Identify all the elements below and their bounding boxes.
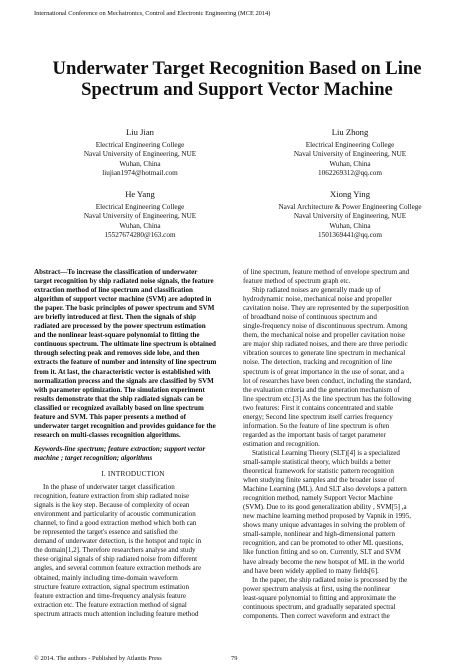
abstract-line: underwater target recognition and provides guidance for the bbox=[34, 421, 216, 430]
keywords bbox=[34, 445, 232, 463]
copyright-footer: © 2014. The authors - Published by Atlantis Press bbox=[34, 655, 162, 662]
abstract-line: extraction method of line spectrum and classification bbox=[34, 286, 193, 295]
body-line: noise. The detection, tracking and recognition of line bbox=[243, 358, 393, 367]
body-line: shows many unique advantages in solving the problem of bbox=[243, 521, 406, 530]
body-line: the domain[1,2]. Therefore researchers analyse and study bbox=[34, 546, 196, 555]
author-email: 15527674280@163.com bbox=[104, 231, 176, 240]
body-line: spectrum attracts much attention including feature method bbox=[34, 609, 199, 618]
author-name: Liu Zhong bbox=[331, 127, 369, 137]
abstract-line: radiated are processed by the power spectrum estimation bbox=[34, 322, 206, 331]
abstract-line: target recognition by ship radiated noise signals, the feature bbox=[34, 277, 214, 286]
body-line: demand of underwater detection, is the hotspot and topic in bbox=[34, 537, 202, 546]
body-line: (SVM). Due to its good generalization ability , SVM[5] ,a bbox=[243, 503, 407, 512]
author-affiliation: Naval Architecture & Power Engineering College bbox=[278, 202, 422, 211]
title-line: Underwater Target Recognition Based on Line bbox=[52, 58, 422, 79]
conference-header: International Conference on Mechatronics, Control and Electronic Engineering (MCE 2014) bbox=[34, 10, 271, 17]
author-affiliation: Naval University of Engineering, NUE bbox=[83, 212, 197, 221]
author-affiliation: Electrical Engineering College bbox=[305, 140, 395, 149]
abstract-line: Abstract—To increase the classification of underwater bbox=[34, 268, 198, 276]
body-line: lot of researches have been conduct, including the standard, bbox=[243, 376, 412, 385]
introduction-paragraph bbox=[34, 483, 232, 619]
body-line: regarded as the important basis of target parameter bbox=[243, 430, 386, 439]
abstract-line: feature and SVM. This paper presents a method of bbox=[34, 412, 186, 421]
author-block bbox=[60, 128, 220, 179]
author-location: Wuhan, China bbox=[329, 221, 371, 230]
page-number: 79 bbox=[231, 655, 238, 662]
body-line: these original signals of ship radiated noise from different bbox=[34, 555, 198, 564]
abstract-line: through selecting peak and removes side lobe, and then bbox=[34, 349, 200, 358]
author-block bbox=[254, 190, 446, 241]
body-line: theoretical framework for statistic pattern recognition bbox=[243, 467, 394, 476]
body-line: continuous spectrum, and gradually separated spectral bbox=[243, 602, 396, 611]
keywords-line: Keywords-line spectrum; feature extraction; support vector bbox=[34, 444, 206, 453]
author-affiliation: Electrical Engineering College bbox=[95, 140, 185, 149]
abstract-line: research on multi-classes recognition algorithms. bbox=[34, 430, 181, 439]
body-line: In the phase of underwater target classification bbox=[43, 483, 175, 492]
keywords-line: machine ; target recognition; algorithms bbox=[34, 453, 153, 462]
abstract-line: from it. At last, the characteristic vector is established with bbox=[34, 367, 211, 376]
body-line: Machine Learning (ML). And SLT also develops a pattern bbox=[243, 485, 407, 494]
body-line: single-frequency noise of discontinuous spectrum. Among bbox=[243, 322, 408, 331]
body-line: hydrodynamic noise, mechanical noise and propeller bbox=[243, 295, 392, 304]
body-line: structure feature extraction, signal spectrum estimation bbox=[34, 582, 189, 591]
body-line: the evaluation criteria and the generation mechanism of bbox=[243, 385, 400, 394]
body-line: cavitation noise. They are represented by the superposition bbox=[243, 304, 409, 313]
author-block bbox=[60, 190, 220, 241]
author-name: He Yang bbox=[125, 189, 155, 199]
body-line: are major ship radiated noises, and there are three periodic bbox=[243, 340, 408, 349]
body-paragraph bbox=[243, 449, 441, 576]
body-line: recognition, and can be promoted to other ML questions, bbox=[243, 539, 404, 548]
body-line: obtained, mainly including time-domain waveform bbox=[34, 573, 178, 582]
body-line: channel, to find a good extraction method which both can bbox=[34, 519, 197, 528]
author-location: Wuhan, China bbox=[119, 159, 161, 168]
abstract-line: are briefly introduced at first. Then the signals of ship bbox=[34, 313, 197, 322]
body-line: small-sample statistical theory, which builds a better bbox=[243, 457, 391, 466]
author-name: Xiong Ying bbox=[329, 189, 371, 199]
abstract-line: with parameter optimization. The simulation experiment bbox=[34, 385, 205, 394]
paper-title bbox=[20, 58, 454, 100]
author-affiliation: Naval University of Engineering, NUE bbox=[293, 212, 407, 221]
abstract-line: algorithm of support vector machine (SVM) are adopted in bbox=[34, 295, 212, 304]
right-column bbox=[243, 268, 441, 621]
abstract-line: extracts the feature of number and intensity of line spectrum bbox=[34, 358, 217, 367]
abstract-line: classified or recognized availably based on line spectrum bbox=[34, 403, 204, 412]
body-line: estimation and recognition. bbox=[243, 439, 320, 448]
body-line: small-sample, nonlinear and high-dimensional pattern bbox=[243, 530, 396, 539]
body-line: information. So the feature of line spectrum is often bbox=[243, 421, 390, 430]
section-heading: I. INTRODUCTION bbox=[101, 469, 165, 478]
body-line: angles, and several common feature extraction methods are bbox=[34, 564, 202, 573]
author-location: Wuhan, China bbox=[329, 159, 371, 168]
author-affiliation: Electrical Engineering College bbox=[95, 202, 185, 211]
body-paragraph bbox=[243, 268, 441, 449]
body-line: In the paper, the ship radiated noise is processed by the bbox=[252, 575, 408, 584]
body-line: two features: First it contains concentrated and stable bbox=[243, 403, 394, 412]
abstract-line: and the nonlinear least-square polynomial to fitting the bbox=[34, 331, 200, 340]
author-email: 1501369441@qq.com bbox=[318, 231, 382, 240]
author-affiliation: Naval University of Engineering, NUE bbox=[293, 150, 407, 159]
author-email: liujian1974@hotmail.com bbox=[102, 169, 178, 178]
abstract-line: continuous spectrum. The ultimate line spectrum is obtained bbox=[34, 340, 216, 349]
author-location: Wuhan, China bbox=[119, 221, 161, 230]
body-line: when studying finite samples and the broader issue of bbox=[243, 476, 395, 485]
body-line: new machine learning method proposed by Vapnik in 1995, bbox=[243, 512, 411, 521]
body-line: extraction etc. The feature extraction method of signal bbox=[34, 600, 187, 609]
body-paragraph bbox=[243, 576, 441, 621]
abstract-line: normalization process and the signals are classified by SVM bbox=[34, 376, 214, 385]
body-line: environment and particularity of acoustic communication bbox=[34, 510, 196, 519]
body-line: of line spectrum, feature method of envelope spectrum and bbox=[243, 268, 410, 276]
body-line: components. Then correct waveform and extract the bbox=[243, 611, 390, 620]
title-line: Spectrum and Support Vector Machine bbox=[81, 79, 393, 100]
body-line: be represented the target's essence and satisfied the bbox=[34, 528, 178, 537]
body-line: have already become the new hotspot of ML in the world bbox=[243, 557, 405, 566]
body-line: power spectrum analysis at first, using the nonlinear bbox=[243, 584, 391, 593]
body-line: least-square polynomial to fitting and approximate the bbox=[243, 593, 397, 602]
body-line: feature method of spectrum graph etc. bbox=[243, 277, 351, 286]
body-line: line spectrum etc.[3] As the line spectrum has the following bbox=[243, 394, 412, 403]
body-line: energy; Second line spectrum itself carries frequency bbox=[243, 412, 393, 421]
body-line: of broadband noise of continuous spectrum and bbox=[243, 313, 377, 322]
author-affiliation: Naval University of Engineering, NUE bbox=[83, 150, 197, 159]
author-block bbox=[270, 128, 430, 179]
body-line: them, the mechanical noise and propeller cavitation noise bbox=[243, 331, 406, 340]
body-line: Statistical Learning Theory (SLT)[4] is a specialized bbox=[252, 448, 400, 457]
body-line: like function fitting and so on. Currently, SLT and SVM bbox=[243, 548, 401, 557]
body-line: feature extraction and time-frequency analysis feature bbox=[34, 591, 187, 600]
author-name: Liu Jian bbox=[126, 127, 154, 137]
body-line: spectrum is of great importance in the use of sonar, and a bbox=[243, 367, 404, 376]
body-line: recognition, feature extraction from ship radiated noise bbox=[34, 492, 190, 501]
abstract-line: results demonstrate that the ship radiated signals can be bbox=[34, 394, 204, 403]
body-line: recognition method, namely Support Vector Machine bbox=[243, 494, 393, 503]
abstract-line: the paper. The basic principles of power spectrum and SVM bbox=[34, 304, 215, 313]
body-line: Ship radiated noises are generally made up of bbox=[252, 286, 381, 295]
author-email: 1062269312@qq.com bbox=[318, 169, 382, 178]
body-line: signals is the key step. Because of complexity of ocean bbox=[34, 501, 190, 510]
body-line: vibration sources to generate line spectrum in mechanical bbox=[243, 349, 406, 358]
abstract bbox=[34, 268, 232, 440]
body-line: and have been widely applied to many fields[6]. bbox=[243, 566, 379, 575]
left-column bbox=[34, 268, 232, 619]
